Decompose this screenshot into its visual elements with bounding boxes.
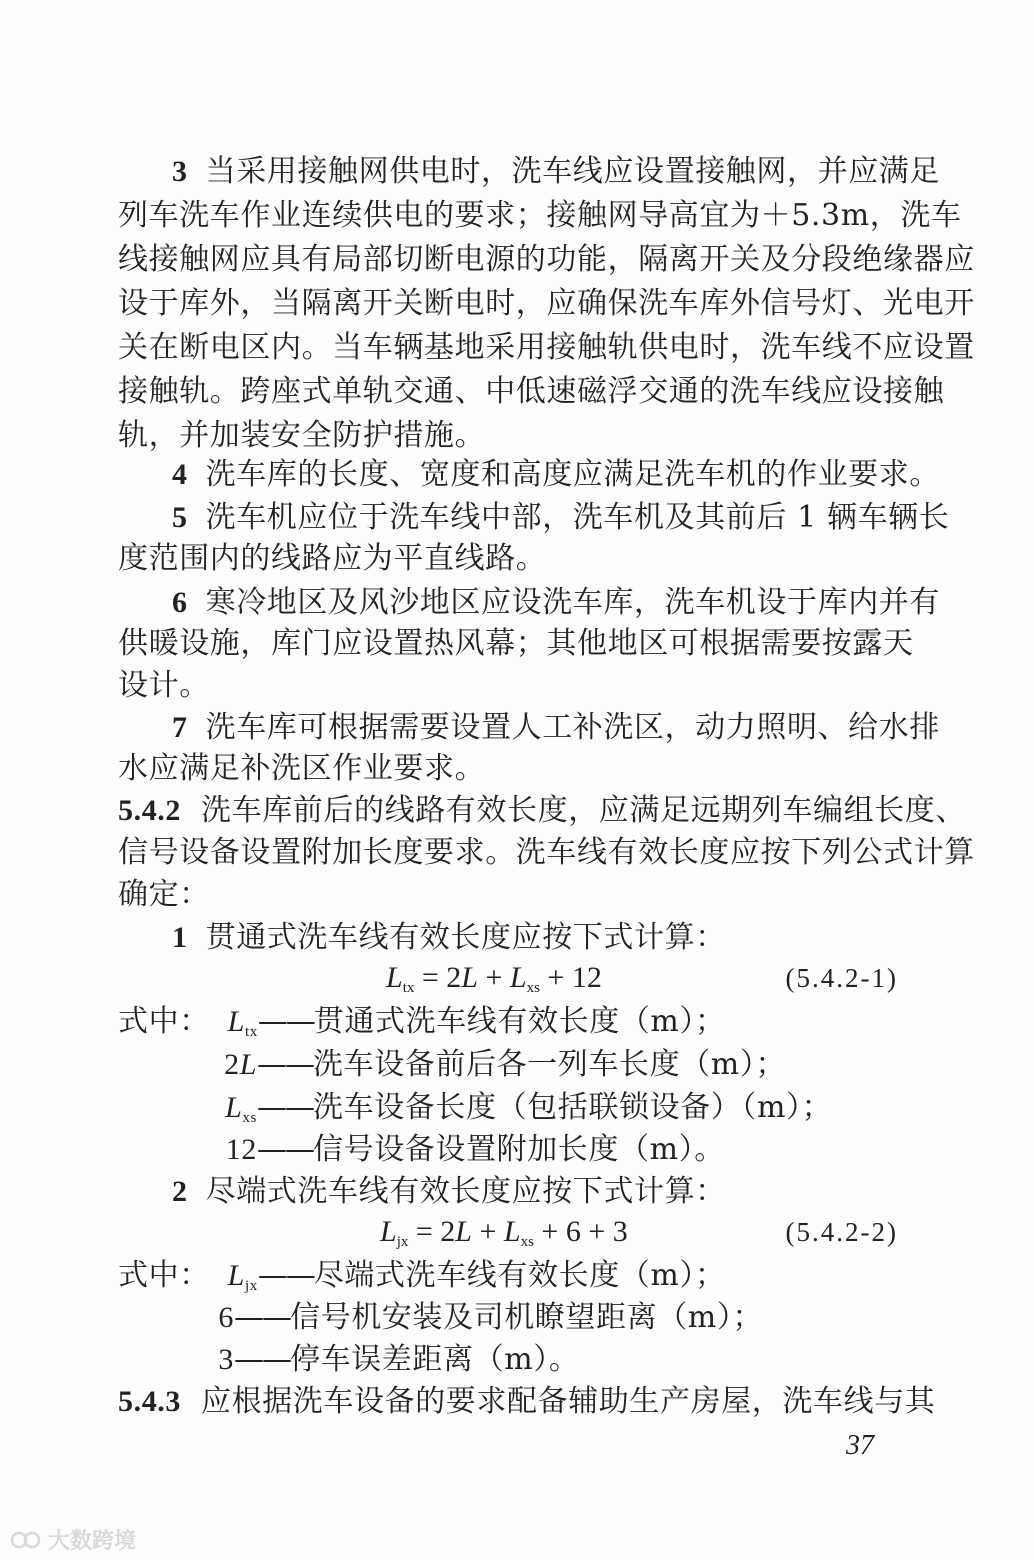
definition-row: 12——信号设备设置附加长度（m）。 bbox=[178, 1130, 725, 1170]
section-5-4-2-line-3: 确定： bbox=[118, 877, 210, 912]
formula-1-intro: 1 贯通式洗车线有效长度应按下式计算： bbox=[172, 920, 726, 955]
item-3-line-2: 列车洗车作业连续供电的要求；接触网导高宜为＋5.3m，洗车 bbox=[118, 198, 962, 233]
item-number: 3 bbox=[172, 155, 188, 188]
item-3-line-4: 设于库外，当隔离开关断电时，应确保洗车库外信号灯、光电开 bbox=[118, 286, 975, 321]
where-label: 式中： bbox=[118, 1258, 210, 1293]
page-number: 37 bbox=[846, 1430, 874, 1461]
equation-number: (5.4.2-2) bbox=[785, 1217, 898, 1247]
definition-row: 式中： $L_{tx}——$贯通式洗车线有效长度（m）； bbox=[118, 1002, 726, 1052]
watermark bbox=[10, 1524, 136, 1555]
item-6-line-1: 6 寒冷地区及风沙地区应设洗车库，洗车机设于库内并有 bbox=[172, 585, 941, 620]
item-6-line-3: 设计。 bbox=[118, 668, 210, 703]
formula-2-intro: 2 尽端式洗车线有效长度应按下式计算： bbox=[172, 1174, 726, 1209]
item-3-line-5: 关在断电区内。当车辆基地采用接触轨供电时，洗车线不应设置 bbox=[118, 330, 975, 365]
item-number: 2 bbox=[172, 1175, 188, 1208]
item-3-line-7: 轨，并加装安全防护措施。 bbox=[118, 418, 486, 453]
definition-row: 3——停车误差距离（m）。 bbox=[178, 1340, 579, 1380]
equation-number: (5.4.2-1) bbox=[785, 963, 898, 993]
formula-5-4-2-2: $L_{jx} = 2L + L_{xs} + 6 + 3$ bbox=[380, 1215, 628, 1250]
definition-row: 2L——洗车设备前后各一列车长度（m）； bbox=[178, 1045, 786, 1085]
section-5-4-3-line-1: 5.4.3 应根据洗车设备的要求配备辅助生产房屋，洗车线与其 bbox=[118, 1384, 936, 1419]
section-5-4-2-line-2: 信号设备设置附加长度要求。洗车线有效长度应按下列公式计算 bbox=[118, 835, 975, 870]
section-number: 5.4.2 bbox=[118, 794, 181, 827]
item-number: 1 bbox=[172, 921, 188, 954]
item-3-line-6: 接触轨。跨座式单轨交通、中低速磁浮交通的洗车线应设接触 bbox=[118, 374, 945, 409]
definition-row: 6——信号机安装及司机瞭望距离（m）； bbox=[178, 1298, 763, 1338]
watermark-text: 大数跨境 bbox=[48, 1528, 137, 1553]
section-5-4-2-line-1: 5.4.2 洗车库前后的线路有效长度，应满足远期列车编组长度、 bbox=[118, 793, 966, 828]
watermark-logo-icon bbox=[10, 1530, 44, 1550]
definition-symbol: $L_{jx}$ bbox=[227, 1259, 258, 1294]
definition-symbol: $L_{xs}$ bbox=[225, 1091, 257, 1126]
definition-symbol: 6 bbox=[218, 1301, 234, 1334]
item-number: 7 bbox=[172, 711, 188, 744]
item-7-line-1: 7 洗车库可根据需要设置人工补洗区，动力照明、给水排 bbox=[172, 710, 941, 745]
item-5-line-1: 5 洗车机应位于洗车线中部，洗车机及其前后 1 辆车辆长 bbox=[172, 500, 950, 535]
item-3-line-1: 3 当采用接触网供电时，洗车线应设置接触网，并应满足 bbox=[172, 154, 941, 189]
definition-symbol: $L_{tx}$ bbox=[227, 1005, 258, 1040]
definition-symbol: 3 bbox=[218, 1343, 234, 1376]
item-6-line-2: 供暖设施，库门应设置热风幕；其他地区可根据需要按露天 bbox=[118, 626, 914, 661]
definition-row: 式中： $L_{jx}——$尽端式洗车线有效长度（m）； bbox=[118, 1256, 726, 1306]
item-3-line-3: 线接触网应具有局部切断电源的功能，隔离开关及分段绝缘器应 bbox=[118, 242, 975, 277]
definition-symbol: 2L bbox=[224, 1048, 257, 1081]
item-number: 4 bbox=[172, 458, 188, 491]
item-number: 5 bbox=[172, 501, 188, 534]
item-7-line-2: 水应满足补洗区作业要求。 bbox=[118, 751, 486, 786]
formula-5-4-2-1: $L_{tx} = 2L + L_{xs} + 12$ bbox=[386, 961, 602, 996]
item-4-line-1: 4 洗车库的长度、宽度和高度应满足洗车机的作业要求。 bbox=[172, 457, 941, 492]
item-5-line-2: 度范围内的线路应为平直线路。 bbox=[118, 541, 547, 576]
item-number: 6 bbox=[172, 586, 188, 619]
section-number: 5.4.3 bbox=[118, 1385, 181, 1418]
definition-row: $L_{xs}——$洗车设备长度（包括联锁设备）（m）； bbox=[178, 1088, 832, 1138]
definition-symbol: 12 bbox=[225, 1133, 257, 1166]
where-label: 式中： bbox=[118, 1004, 210, 1039]
